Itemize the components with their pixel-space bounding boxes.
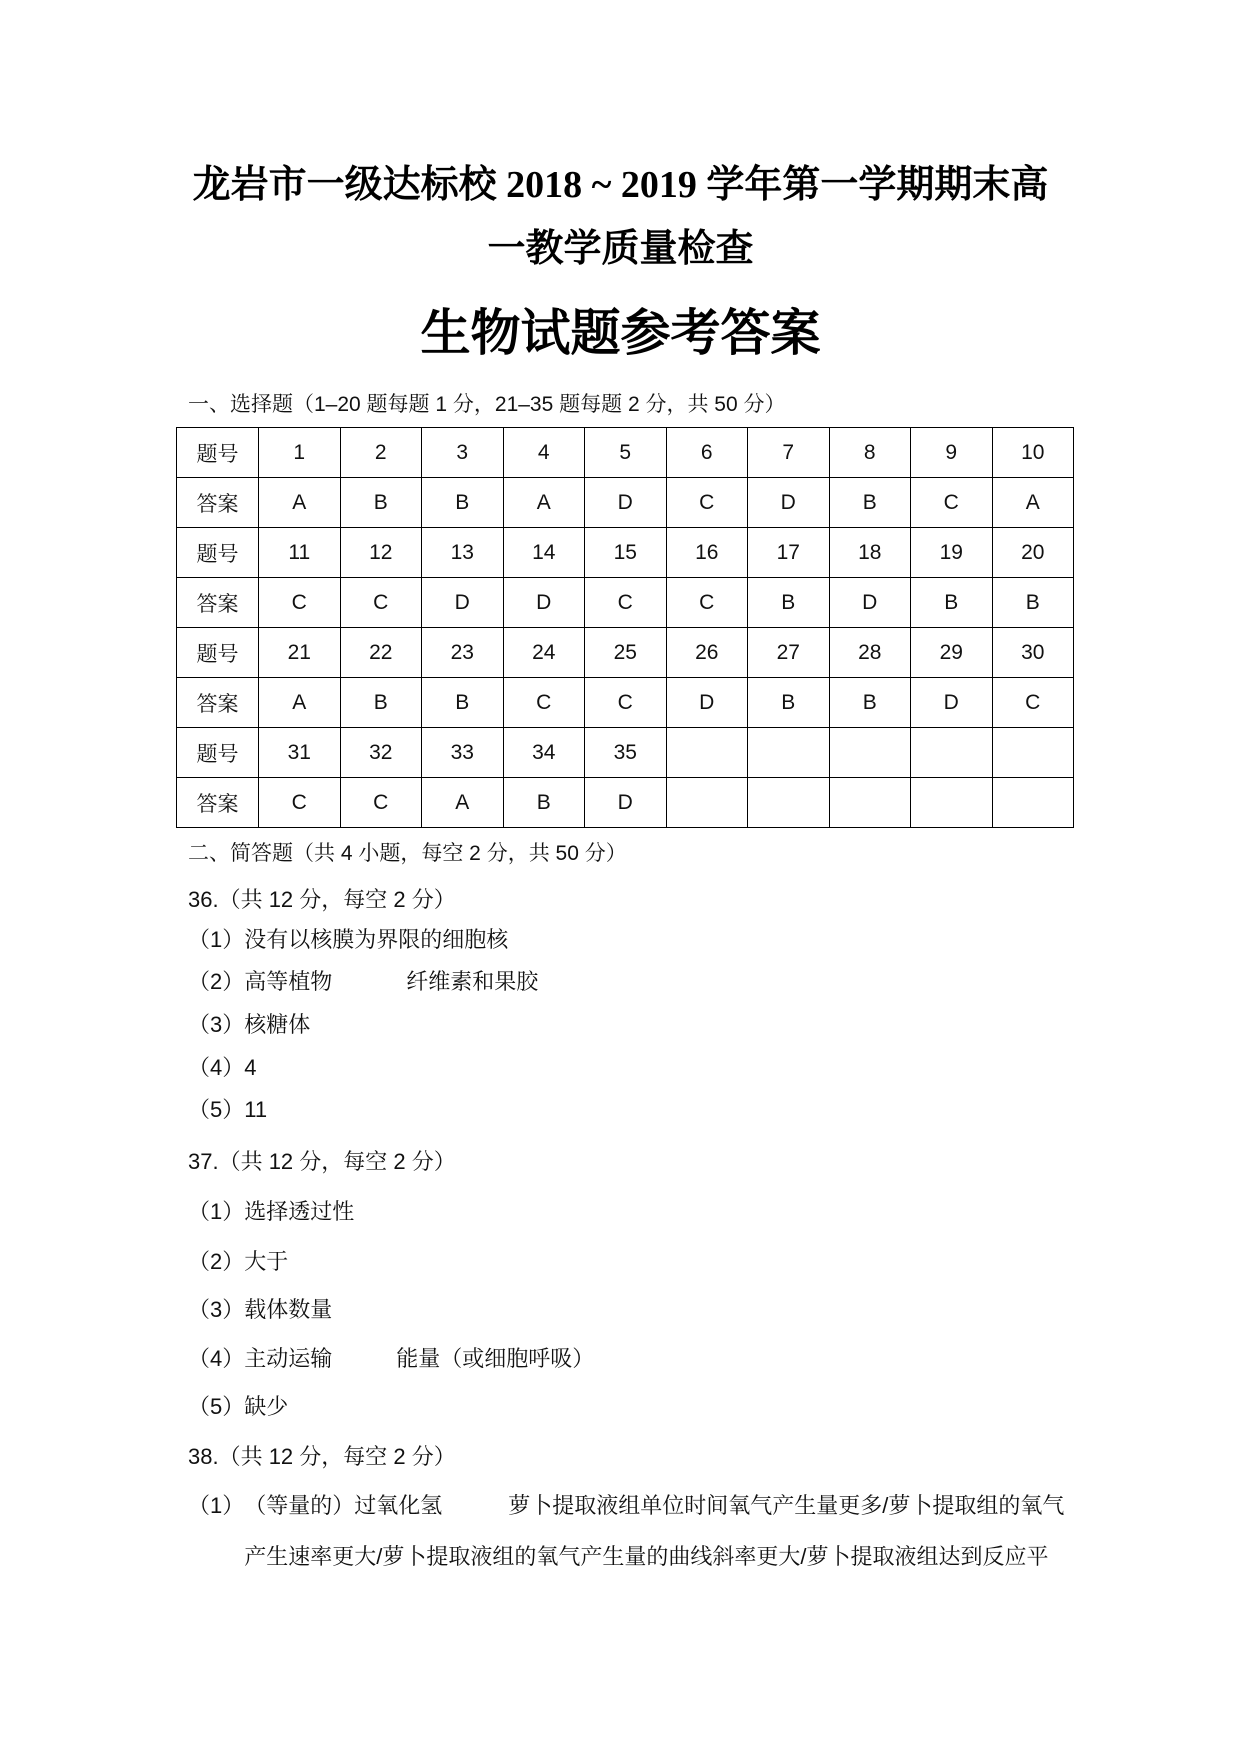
item-number: （1） bbox=[188, 927, 245, 952]
answer-cell: D bbox=[585, 478, 667, 528]
answer-cell: A bbox=[259, 478, 341, 528]
answer-cell: D bbox=[585, 778, 667, 828]
answer-cell: C bbox=[585, 578, 667, 628]
answer-cell: C bbox=[259, 778, 341, 828]
question-number-cell: 3 bbox=[422, 428, 504, 478]
question-number-cell: 12 bbox=[340, 528, 422, 578]
answer-cell: B bbox=[503, 778, 585, 828]
row-label-cell: 答案 bbox=[177, 578, 259, 628]
answer-table bbox=[176, 427, 1074, 828]
row-label-cell: 题号 bbox=[177, 628, 259, 678]
question-number-cell: 13 bbox=[422, 528, 504, 578]
question-number-cell: 31 bbox=[259, 728, 341, 778]
question-36-header: 36.（共 12 分，每空 2 分） bbox=[188, 887, 456, 912]
question-number-cell: 15 bbox=[585, 528, 667, 578]
answer-row bbox=[177, 678, 1074, 728]
answer-cell: C bbox=[911, 478, 993, 528]
answer-cell: C bbox=[585, 678, 667, 728]
question-number-cell: 19 bbox=[911, 528, 993, 578]
row-label-cell: 答案 bbox=[177, 478, 259, 528]
question-number-cell: 1 bbox=[259, 428, 341, 478]
exam-title-line-1: 龙岩市一级达标校 2018 ~ 2019 学年第一学期期末高 bbox=[192, 164, 1049, 206]
answer-cell: A bbox=[259, 678, 341, 728]
question-number-cell: 26 bbox=[666, 628, 748, 678]
answer-cell: B bbox=[422, 478, 504, 528]
question-number-cell: 27 bbox=[748, 628, 830, 678]
section-heading-short-answer: 二、简答题（共 4 小题，每空 2 分，共 50 分） bbox=[188, 842, 627, 865]
answer-text: 萝卜提取液组单位时间氧气产生量更多/萝卜提取组的氧气产生速率更大/萝卜提取液组的氧气产生量的曲线斜率更大/萝卜提取液组达到反应平 bbox=[244, 1493, 1065, 1569]
answer-item bbox=[188, 1480, 1075, 1582]
empty-cell bbox=[829, 728, 911, 778]
row-label-cell: 答案 bbox=[177, 678, 259, 728]
answer-cell: B bbox=[829, 478, 911, 528]
question-number-cell: 34 bbox=[503, 728, 585, 778]
question-number-cell: 8 bbox=[829, 428, 911, 478]
document-title: 生物试题参考答案 bbox=[420, 305, 821, 361]
answer-cell: B bbox=[911, 578, 993, 628]
empty-cell bbox=[911, 778, 993, 828]
item-number: （3） bbox=[188, 1012, 245, 1037]
answer-row bbox=[177, 578, 1074, 628]
item-answers bbox=[244, 1186, 1075, 1237]
question-38-header: 38.（共 12 分，每空 2 分） bbox=[188, 1444, 456, 1469]
answer-item bbox=[188, 1284, 1075, 1335]
question-number-cell: 24 bbox=[503, 628, 585, 678]
answer-text: 4 bbox=[244, 1055, 257, 1080]
question-number-cell: 23 bbox=[422, 628, 504, 678]
row-label-cell: 题号 bbox=[177, 528, 259, 578]
answer-cell: C bbox=[503, 678, 585, 728]
empty-cell bbox=[666, 728, 748, 778]
empty-cell bbox=[748, 778, 830, 828]
question-number-cell: 11 bbox=[259, 528, 341, 578]
question-number-cell: 14 bbox=[503, 528, 585, 578]
answer-text: 核糖体 bbox=[244, 1012, 311, 1037]
answer-cell: D bbox=[748, 478, 830, 528]
empty-cell bbox=[992, 778, 1074, 828]
answer-item bbox=[188, 1084, 1075, 1135]
item-answers bbox=[244, 1381, 1075, 1432]
question-number-row bbox=[177, 628, 1074, 678]
answer-text: 能量（或细胞呼吸） bbox=[396, 1346, 595, 1371]
answer-cell: C bbox=[992, 678, 1074, 728]
item-number: （1） bbox=[188, 1493, 245, 1518]
answer-text: 没有以核膜为界限的细胞核 bbox=[244, 927, 509, 952]
row-label-cell: 题号 bbox=[177, 728, 259, 778]
answer-text: 纤维素和果胶 bbox=[406, 969, 539, 994]
question-number-cell: 16 bbox=[666, 528, 748, 578]
answer-cell: A bbox=[503, 478, 585, 528]
item-number: （1） bbox=[188, 1199, 245, 1224]
question-number-cell: 33 bbox=[422, 728, 504, 778]
answer-item bbox=[188, 1333, 1075, 1384]
question-number-cell: 4 bbox=[503, 428, 585, 478]
empty-cell bbox=[992, 728, 1074, 778]
question-number-cell: 9 bbox=[911, 428, 993, 478]
item-number: （4） bbox=[188, 1055, 245, 1080]
question-number-cell: 2 bbox=[340, 428, 422, 478]
question-number-cell: 35 bbox=[585, 728, 667, 778]
answer-cell: D bbox=[422, 578, 504, 628]
answer-text: 载体数量 bbox=[244, 1297, 333, 1322]
item-number: （5） bbox=[188, 1097, 245, 1122]
answer-cell: B bbox=[422, 678, 504, 728]
answer-cell: D bbox=[911, 678, 993, 728]
answer-text: 主动运输 bbox=[244, 1346, 333, 1371]
answer-cell: C bbox=[666, 478, 748, 528]
question-number-cell: 7 bbox=[748, 428, 830, 478]
item-answers bbox=[244, 1333, 1075, 1384]
answer-cell: A bbox=[992, 478, 1074, 528]
question-number-cell: 29 bbox=[911, 628, 993, 678]
answer-cell: C bbox=[340, 578, 422, 628]
answer-text: （等量的）过氧化氢 bbox=[244, 1493, 443, 1518]
answer-text: 选择透过性 bbox=[244, 1199, 355, 1224]
question-number-cell: 22 bbox=[340, 628, 422, 678]
answer-cell: B bbox=[340, 478, 422, 528]
question-number-cell: 18 bbox=[829, 528, 911, 578]
answer-cell: B bbox=[829, 678, 911, 728]
question-number-cell: 32 bbox=[340, 728, 422, 778]
answer-cell: D bbox=[503, 578, 585, 628]
answer-cell: D bbox=[666, 678, 748, 728]
item-number: （5） bbox=[188, 1394, 245, 1419]
question-number-cell: 21 bbox=[259, 628, 341, 678]
item-number: （4） bbox=[188, 1346, 245, 1371]
question-number-cell: 28 bbox=[829, 628, 911, 678]
answer-text: 高等植物 bbox=[244, 969, 333, 994]
answer-item bbox=[188, 1186, 1075, 1237]
item-answers bbox=[244, 1480, 1075, 1582]
question-number-row bbox=[177, 428, 1074, 478]
answer-cell: C bbox=[259, 578, 341, 628]
answer-cell: C bbox=[340, 778, 422, 828]
answer-row bbox=[177, 478, 1074, 528]
answer-cell: B bbox=[992, 578, 1074, 628]
answer-text: 缺少 bbox=[244, 1394, 289, 1419]
answer-cell: B bbox=[748, 578, 830, 628]
row-label-cell: 题号 bbox=[177, 428, 259, 478]
empty-cell bbox=[829, 778, 911, 828]
empty-cell bbox=[911, 728, 993, 778]
item-answers bbox=[244, 1084, 1075, 1135]
answer-row bbox=[177, 778, 1074, 828]
item-answers bbox=[244, 1284, 1075, 1335]
answer-cell: A bbox=[422, 778, 504, 828]
question-number-cell: 25 bbox=[585, 628, 667, 678]
answer-cell: B bbox=[340, 678, 422, 728]
answer-cell: B bbox=[748, 678, 830, 728]
answer-item bbox=[188, 1381, 1075, 1432]
item-answers bbox=[244, 1236, 1075, 1287]
row-label-cell: 答案 bbox=[177, 778, 259, 828]
question-37-header: 37.（共 12 分，每空 2 分） bbox=[188, 1149, 456, 1174]
answer-text: 11 bbox=[244, 1097, 268, 1122]
question-number-cell: 30 bbox=[992, 628, 1074, 678]
question-number-cell: 17 bbox=[748, 528, 830, 578]
answer-cell: C bbox=[666, 578, 748, 628]
item-number: （2） bbox=[188, 969, 245, 994]
section-heading-multiple-choice: 一、选择题（1–20 题每题 1 分，21–35 题每题 2 分，共 50 分） bbox=[188, 393, 786, 416]
question-number-cell: 20 bbox=[992, 528, 1074, 578]
question-number-row bbox=[177, 728, 1074, 778]
question-number-cell: 5 bbox=[585, 428, 667, 478]
question-number-row bbox=[177, 528, 1074, 578]
item-number: （2） bbox=[188, 1249, 245, 1274]
empty-cell bbox=[666, 778, 748, 828]
answer-cell: D bbox=[829, 578, 911, 628]
exam-title-line-2: 一教学质量检查 bbox=[487, 228, 754, 270]
empty-cell bbox=[748, 728, 830, 778]
question-number-cell: 10 bbox=[992, 428, 1074, 478]
answer-text: 大于 bbox=[244, 1249, 289, 1274]
question-number-cell: 6 bbox=[666, 428, 748, 478]
answer-item bbox=[188, 1236, 1075, 1287]
item-number: （3） bbox=[188, 1297, 245, 1322]
